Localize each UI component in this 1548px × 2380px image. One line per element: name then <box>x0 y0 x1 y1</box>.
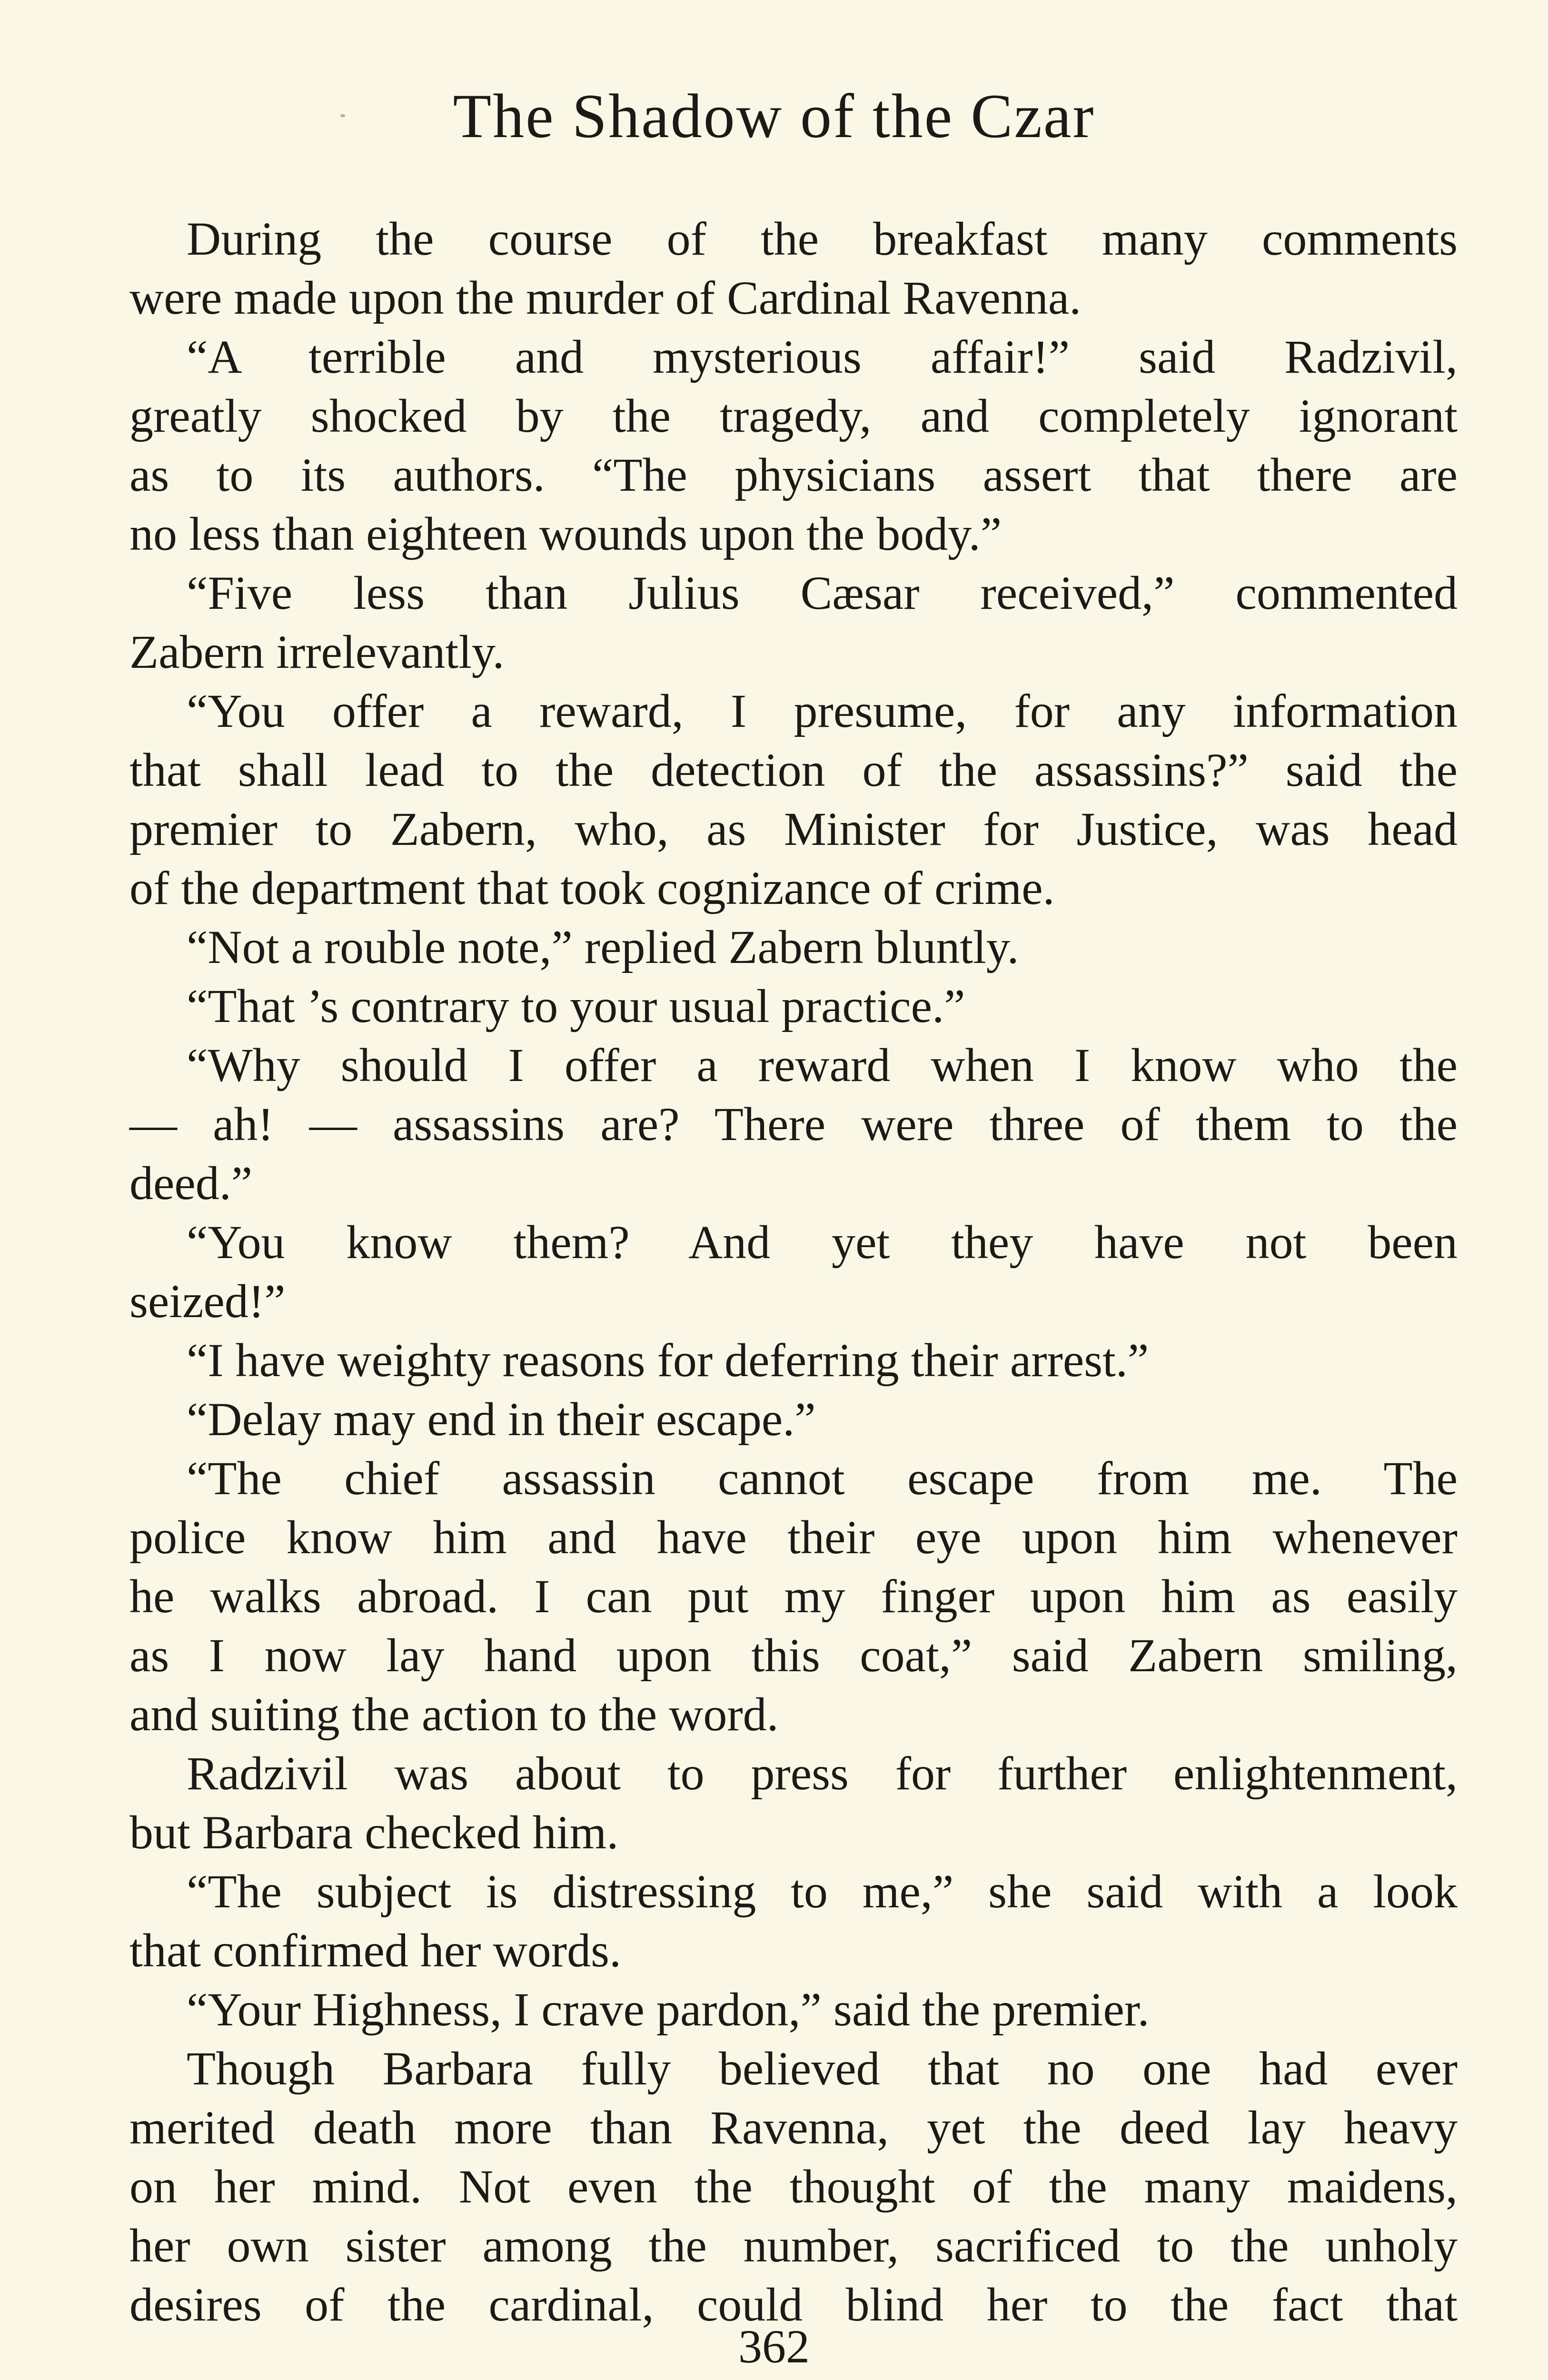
text-line: were made upon the murder of Cardinal Ravenna. <box>129 271 1082 324</box>
text-line: on her mind. Not even the thought of the many maidens, <box>129 2160 1458 2213</box>
text-line: Zabern irrelevantly. <box>129 625 505 678</box>
text-line: of the department that took cognizance of crime. <box>129 862 1055 914</box>
page-number: 362 <box>738 2320 810 2373</box>
text-line: as to its authors. “The physicians assert that there are <box>129 448 1458 501</box>
text-line: “Delay may end in their escape.” <box>187 1393 816 1446</box>
text-line: During the course of the breakfast many comments <box>187 212 1458 265</box>
text-line: as I now lay hand upon this coat,” said Zabern smiling, <box>129 1629 1458 1682</box>
text-line: deed.” <box>129 1157 253 1210</box>
running-head: The Shadow of the Czar <box>453 81 1095 151</box>
text-line: “I have weighty reasons for deferring their arrest.” <box>187 1334 1149 1387</box>
text-line: but Barbara checked him. <box>129 1806 619 1859</box>
text-line: “Five less than Julius Cæsar received,” commented <box>187 566 1458 619</box>
text-line: that confirmed her words. <box>129 1924 622 1977</box>
text-line: “Your Highness, I crave pardon,” said the premier. <box>187 1983 1150 2036</box>
text-line: he walks abroad. I can put my finger upon him as easily <box>129 1570 1458 1623</box>
text-line: seized!” <box>129 1275 286 1328</box>
text-line: that shall lead to the detection of the assassins?” said the <box>129 744 1458 796</box>
body-text <box>129 209 1458 2334</box>
text-line: “Why should I offer a reward when I know who the <box>187 1039 1458 1091</box>
text-line: “The subject is distressing to me,” she said with a look <box>187 1865 1458 1918</box>
text-line: “The chief assassin cannot escape from me. The <box>187 1452 1458 1505</box>
text-line: her own sister among the number, sacrificed to the unholy <box>129 2219 1458 2272</box>
text-line: no less than eighteen wounds upon the body.” <box>129 507 1002 560</box>
text-line: Radzivil was about to press for further enlightenment, <box>187 1747 1458 1800</box>
text-line: “You know them? And yet they have not been <box>187 1216 1458 1269</box>
text-line: premier to Zabern, who, as Minister for Justice, was head <box>129 803 1458 855</box>
text-line: and suiting the action to the word. <box>129 1688 779 1741</box>
text-line: — ah! — assassins are? There were three of them to the <box>129 1098 1458 1150</box>
text-line: desires of the cardinal, could blind her to the fact that <box>129 2278 1458 2331</box>
text-line: “Not a rouble note,” replied Zabern bluntly. <box>187 921 1019 973</box>
text-line: Though Barbara fully believed that no one had ever <box>187 2042 1458 2095</box>
text-line: “That ’s contrary to your usual practice.” <box>187 980 965 1032</box>
text-line: greatly shocked by the tragedy, and completely ignorant <box>129 389 1458 442</box>
text-line: merited death more than Ravenna, yet the deed lay heavy <box>129 2101 1458 2154</box>
text-line: “A terrible and mysterious affair!” said Radzivil, <box>187 330 1458 383</box>
text-line: “You offer a reward, I presume, for any information <box>187 684 1458 737</box>
text-line: police know him and have their eye upon him whenever <box>129 1511 1458 1564</box>
